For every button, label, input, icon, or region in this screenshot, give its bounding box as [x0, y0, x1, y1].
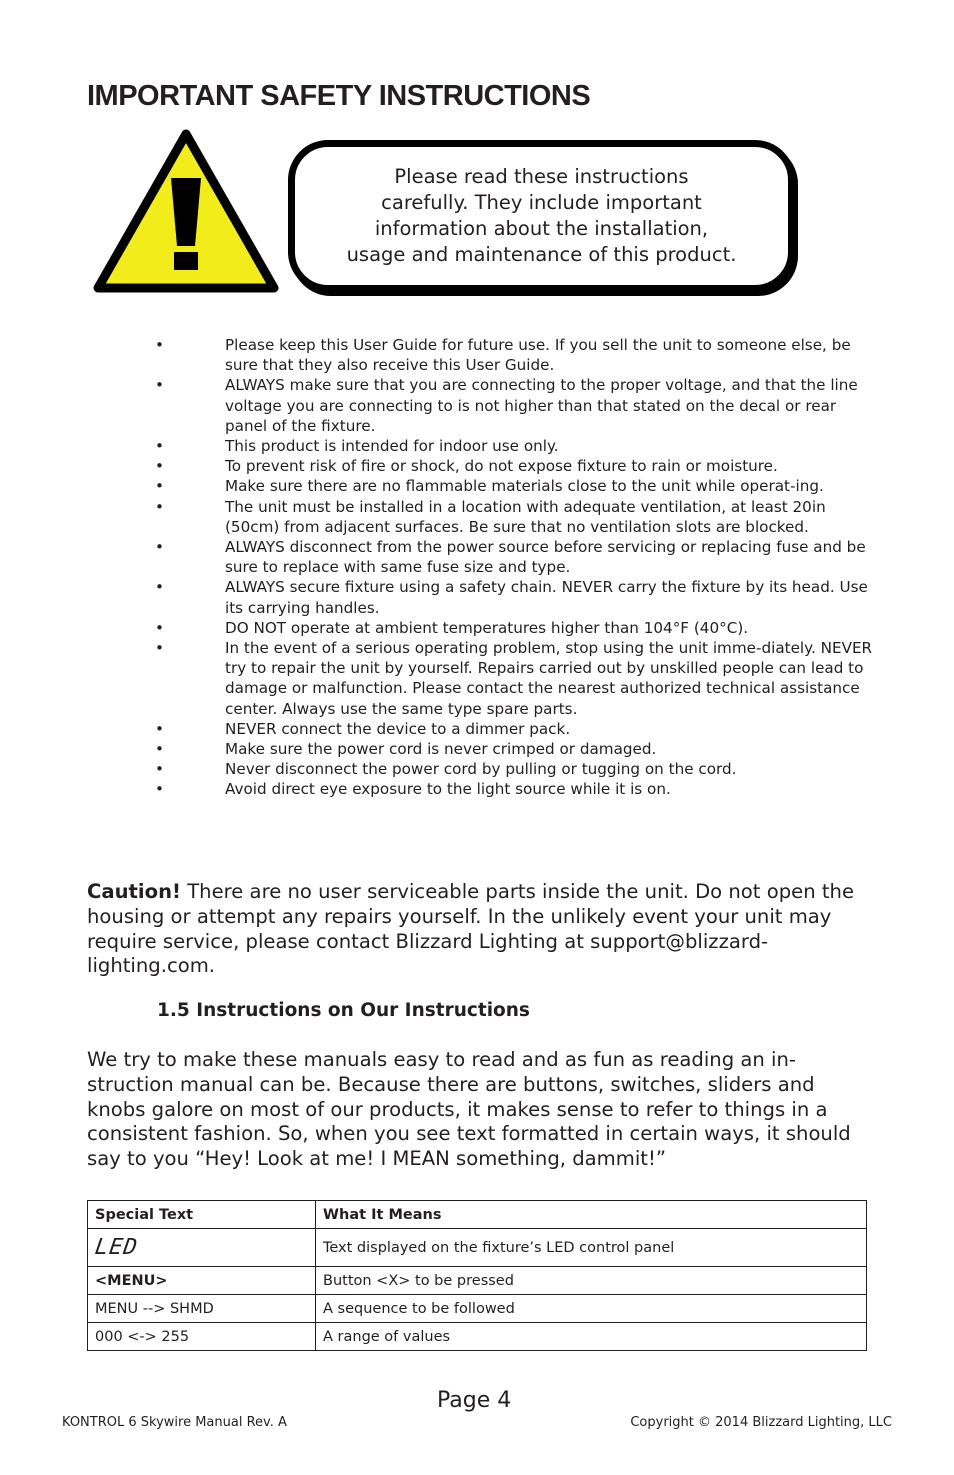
table-row: [88, 1267, 867, 1295]
list-item: • Make sure the power cord is never crimped or damaged.: [155, 740, 657, 759]
table-header-cell: Special Text: [88, 1201, 316, 1229]
table-header-row: [88, 1201, 867, 1229]
table-row: [88, 1295, 867, 1323]
footer-copyright: Copyright © 2014 Blizzard Lighting, LLC: [630, 1415, 892, 1430]
bullet-icon: •: [155, 719, 164, 738]
table-cell: A sequence to be followed: [316, 1295, 867, 1323]
list-item: • In the event of a serious operating problem, stop using the unit imme-diately. NEVER try to repair the unit by yourself. Repairs carried out by unskilled people can lead to damage or malfunction. Please contact the nearest authorized technical assistance center. Always use the same type spare parts.: [155, 639, 873, 718]
caution-paragraph: [87, 880, 877, 979]
list-item: • Avoid direct eye exposure to the light source while it is on.: [155, 780, 671, 799]
special-text-table: [87, 1200, 867, 1351]
bullet-icon: •: [155, 740, 164, 759]
bullet-icon: •: [155, 477, 164, 496]
list-item: • ALWAYS disconnect from the power source before servicing or replacing fuse and be sure to replace with same fuse size and type.: [155, 538, 866, 577]
bullet-icon: •: [155, 497, 164, 516]
caution-text: There are no user serviceable parts inside the unit. Do not open the housing or attempt any repairs yourself. In the unlikely event your unit may require service, please contact Blizzard Lighting at support@blizzard-lighting.com.: [87, 880, 854, 978]
table-cell: A range of values: [316, 1323, 867, 1351]
list-item: • This product is intended for indoor use only.: [155, 437, 559, 456]
table-cell: 000 <-> 255: [88, 1323, 316, 1351]
caution-label: Caution!: [87, 880, 181, 903]
section-heading: 1.5 Instructions on Our Instructions: [157, 1000, 530, 1021]
bullet-icon: •: [155, 437, 164, 456]
table-row: [88, 1229, 867, 1267]
table-row: [88, 1323, 867, 1351]
bullet-icon: •: [155, 618, 164, 637]
table-header-cell: What It Means: [316, 1201, 867, 1229]
bullet-icon: •: [155, 376, 164, 395]
list-item: • ALWAYS make sure that you are connecting to the proper voltage, and that the line voltage you are connecting to is not higher than that stated on the decal or rear panel of the fixture.: [155, 376, 858, 435]
table-cell: Text displayed on the fixture’s LED control panel: [316, 1229, 867, 1267]
bullet-icon: •: [155, 760, 164, 779]
page-title: IMPORTANT SAFETY INSTRUCTIONS: [87, 80, 591, 112]
list-item: • The unit must be installed in a location with adequate ventilation, at least 20in (50cm) from adjacent surfaces. Be sure that no ventilation slots are blocked.: [155, 497, 826, 536]
intro-paragraph: We try to make these manuals easy to read and as fun as reading an in-struction manual can be. Because there are buttons, switches, sliders and knobs galore on most of our products, it makes sense to refer to things in a consistent fashion. So, when you see text formatted in certain ways, it should say to you “Hey! Look at me! I MEAN something, dammit!”: [87, 1048, 851, 1171]
footer-manual-title: KONTROL 6 Skywire Manual Rev. A: [62, 1415, 287, 1430]
bullet-icon: •: [155, 457, 164, 476]
safety-list: [150, 335, 880, 800]
list-item: • Make sure there are no flammable materials close to the unit while operat-ing.: [155, 477, 824, 496]
bullet-icon: •: [155, 780, 164, 799]
list-item: • Please keep this User Guide for future use. If you sell the unit to someone else, be sure that they also receive this User Guide.: [155, 336, 851, 375]
warning-icon: [92, 128, 280, 296]
notice-box: [288, 140, 795, 292]
table-cell: <MENU>: [88, 1267, 316, 1295]
table-cell: MENU --> SHMD: [88, 1295, 316, 1323]
bullet-icon: •: [155, 336, 164, 354]
bullet-icon: •: [155, 578, 164, 597]
page-number: Page 4: [437, 1388, 512, 1413]
notice-text: Please read these instructions carefully. They include important information about the installation, usage and maintenance of this product.: [346, 165, 737, 266]
list-item: • Never disconnect the power cord by pulling or tugging on the cord.: [155, 760, 737, 779]
led-display-sample: LED: [93, 1235, 140, 1260]
list-item: • ALWAYS secure fixture using a safety chain. NEVER carry the fixture by its head. Use its carrying handles.: [155, 578, 868, 617]
list-item: • DO NOT operate at ambient temperatures higher than 104°F (40°C).: [155, 618, 749, 637]
list-item: • To prevent risk of fire or shock, do not expose fixture to rain or moisture.: [155, 457, 778, 476]
table-cell: [88, 1229, 316, 1267]
bullet-icon: •: [155, 538, 164, 557]
table-cell: Button <X> to be pressed: [316, 1267, 867, 1295]
bullet-icon: •: [155, 639, 164, 658]
list-item: • NEVER connect the device to a dimmer pack.: [155, 719, 571, 738]
